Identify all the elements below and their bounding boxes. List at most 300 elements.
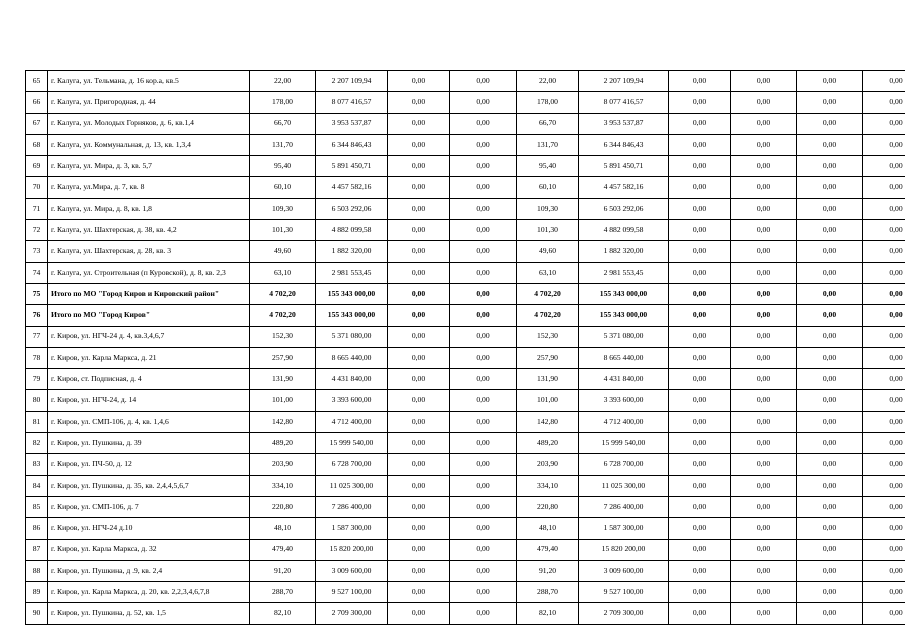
value-cell: 0,00 — [797, 433, 863, 454]
table-row — [26, 156, 905, 177]
value-cell: 0,00 — [863, 113, 905, 134]
value-cell: 0,00 — [797, 475, 863, 496]
area-cell: 101,30 — [250, 220, 316, 241]
cost-cell: 15 999 540,00 — [579, 433, 669, 454]
address-cell: г. Калуга, ул. Пригородная, д. 44 — [48, 92, 250, 113]
value-cell: 0,00 — [731, 177, 797, 198]
value-cell: 0,00 — [388, 326, 450, 347]
cost-cell: 4 431 840,00 — [316, 369, 388, 390]
value-cell: 0,00 — [797, 220, 863, 241]
value-cell: 0,00 — [388, 177, 450, 198]
area-cell: 288,70 — [517, 582, 579, 603]
address-cell: г. Калуга, ул. Шахтерская, д. 38, кв. 4,2 — [48, 220, 250, 241]
cost-cell: 7 286 400,00 — [316, 496, 388, 517]
value-cell: 0,00 — [669, 198, 731, 219]
value-cell: 0,00 — [731, 539, 797, 560]
area-cell: 49,60 — [517, 241, 579, 262]
cost-cell: 2 207 109,94 — [316, 71, 388, 92]
value-cell: 0,00 — [450, 305, 517, 326]
value-cell: 0,00 — [450, 177, 517, 198]
cost-cell: 3 393 600,00 — [316, 390, 388, 411]
value-cell: 0,00 — [863, 305, 905, 326]
cost-cell: 2 709 300,00 — [316, 603, 388, 624]
value-cell: 0,00 — [669, 603, 731, 624]
value-cell: 0,00 — [669, 241, 731, 262]
table-row — [26, 71, 905, 92]
area-cell: 82,10 — [250, 603, 316, 624]
cost-cell: 155 343 000,00 — [579, 283, 669, 304]
value-cell: 0,00 — [863, 347, 905, 368]
area-cell: 60,10 — [250, 177, 316, 198]
value-cell: 0,00 — [731, 347, 797, 368]
value-cell: 0,00 — [388, 539, 450, 560]
area-cell: 4 702,20 — [517, 305, 579, 326]
value-cell: 0,00 — [797, 411, 863, 432]
value-cell: 0,00 — [731, 113, 797, 134]
table-row — [26, 283, 905, 304]
row-number: 81 — [26, 411, 48, 432]
value-cell: 0,00 — [731, 198, 797, 219]
address-cell: г. Калуга, ул. Молодых Горняков, д. 6, кв.1,4 — [48, 113, 250, 134]
table-row — [26, 198, 905, 219]
value-cell: 0,00 — [797, 539, 863, 560]
area-cell: 489,20 — [517, 433, 579, 454]
cost-cell: 155 343 000,00 — [579, 305, 669, 326]
cost-cell: 4 882 099,58 — [579, 220, 669, 241]
table-row — [26, 496, 905, 517]
area-cell: 178,00 — [517, 92, 579, 113]
value-cell: 0,00 — [863, 603, 905, 624]
value-cell: 0,00 — [797, 113, 863, 134]
address-cell: г. Киров, ул. СМП-106, д. 4, кв. 1,4,6 — [48, 411, 250, 432]
area-cell: 257,90 — [517, 347, 579, 368]
address-cell: Итого по МО "Город Киров и Кировский район" — [48, 283, 250, 304]
row-number: 84 — [26, 475, 48, 496]
value-cell: 0,00 — [669, 326, 731, 347]
table-row — [26, 241, 905, 262]
value-cell: 0,00 — [731, 326, 797, 347]
address-cell: г. Калуга, ул. Мира, д. 3, кв. 5,7 — [48, 156, 250, 177]
value-cell: 0,00 — [388, 198, 450, 219]
cost-cell: 2 981 553,45 — [579, 262, 669, 283]
value-cell: 0,00 — [669, 283, 731, 304]
table-row — [26, 560, 905, 581]
table-row — [26, 220, 905, 241]
value-cell: 0,00 — [863, 433, 905, 454]
area-cell: 152,30 — [517, 326, 579, 347]
row-number: 74 — [26, 262, 48, 283]
value-cell: 0,00 — [731, 305, 797, 326]
cost-cell: 5 371 080,00 — [579, 326, 669, 347]
area-cell: 91,20 — [250, 560, 316, 581]
area-cell: 142,80 — [250, 411, 316, 432]
area-cell: 479,40 — [250, 539, 316, 560]
value-cell: 0,00 — [797, 369, 863, 390]
table-row — [26, 433, 905, 454]
area-cell: 334,10 — [517, 475, 579, 496]
address-cell: г. Калуга, ул. Шахтерская, д. 28, кв. 3 — [48, 241, 250, 262]
value-cell: 0,00 — [797, 198, 863, 219]
value-cell: 0,00 — [863, 71, 905, 92]
area-cell: 101,30 — [517, 220, 579, 241]
value-cell: 0,00 — [450, 539, 517, 560]
row-number: 86 — [26, 518, 48, 539]
area-cell: 48,10 — [517, 518, 579, 539]
address-cell: г. Киров, ул. Пушкина, д. 39 — [48, 433, 250, 454]
area-cell: 220,80 — [517, 496, 579, 517]
table-row — [26, 134, 905, 155]
cost-cell: 155 343 000,00 — [316, 305, 388, 326]
cost-cell: 3 009 600,00 — [316, 560, 388, 581]
value-cell: 0,00 — [797, 134, 863, 155]
cost-cell: 4 712 400,00 — [579, 411, 669, 432]
value-cell: 0,00 — [797, 518, 863, 539]
document-sheet — [25, 70, 903, 625]
address-cell: г. Калуга, ул. Мира, д. 8, кв. 1,8 — [48, 198, 250, 219]
address-cell: г. Киров, ул. НГЧ-24, д. 14 — [48, 390, 250, 411]
value-cell: 0,00 — [450, 433, 517, 454]
value-cell: 0,00 — [388, 92, 450, 113]
area-cell: 49,60 — [250, 241, 316, 262]
value-cell: 0,00 — [731, 92, 797, 113]
value-cell: 0,00 — [669, 92, 731, 113]
row-number: 65 — [26, 71, 48, 92]
table-body — [26, 71, 905, 625]
table-row — [26, 390, 905, 411]
value-cell: 0,00 — [450, 220, 517, 241]
area-cell: 60,10 — [517, 177, 579, 198]
value-cell: 0,00 — [388, 305, 450, 326]
row-number: 72 — [26, 220, 48, 241]
value-cell: 0,00 — [863, 326, 905, 347]
value-cell: 0,00 — [450, 283, 517, 304]
value-cell: 0,00 — [797, 560, 863, 581]
cost-cell: 3 393 600,00 — [579, 390, 669, 411]
value-cell: 0,00 — [669, 475, 731, 496]
value-cell: 0,00 — [731, 134, 797, 155]
value-cell: 0,00 — [669, 496, 731, 517]
value-cell: 0,00 — [450, 390, 517, 411]
value-cell: 0,00 — [388, 113, 450, 134]
value-cell: 0,00 — [731, 156, 797, 177]
value-cell: 0,00 — [669, 177, 731, 198]
value-cell: 0,00 — [731, 71, 797, 92]
address-cell: г. Киров, ул. СМП-106, д. 7 — [48, 496, 250, 517]
row-number: 87 — [26, 539, 48, 560]
value-cell: 0,00 — [731, 369, 797, 390]
row-number: 76 — [26, 305, 48, 326]
address-cell: г. Киров, ул. Пушкина, д. 35, кв. 2,4,4,5,6,7 — [48, 475, 250, 496]
area-cell: 22,00 — [517, 71, 579, 92]
cost-cell: 8 077 416,57 — [579, 92, 669, 113]
table-row — [26, 262, 905, 283]
value-cell: 0,00 — [669, 539, 731, 560]
table-row — [26, 177, 905, 198]
row-number: 66 — [26, 92, 48, 113]
row-number: 90 — [26, 603, 48, 624]
cost-cell: 11 025 300,00 — [579, 475, 669, 496]
value-cell: 0,00 — [450, 347, 517, 368]
area-cell: 131,70 — [250, 134, 316, 155]
area-cell: 63,10 — [250, 262, 316, 283]
cost-cell: 3 953 537,87 — [579, 113, 669, 134]
address-cell: г. Калуга, ул. Строительная (п Куровской), д. 8, кв. 2,3 — [48, 262, 250, 283]
row-number: 78 — [26, 347, 48, 368]
value-cell: 0,00 — [669, 347, 731, 368]
value-cell: 0,00 — [450, 92, 517, 113]
value-cell: 0,00 — [669, 518, 731, 539]
area-cell: 4 702,20 — [517, 283, 579, 304]
area-cell: 48,10 — [250, 518, 316, 539]
value-cell: 0,00 — [388, 518, 450, 539]
value-cell: 0,00 — [731, 390, 797, 411]
value-cell: 0,00 — [388, 496, 450, 517]
value-cell: 0,00 — [450, 134, 517, 155]
value-cell: 0,00 — [450, 496, 517, 517]
cost-cell: 155 343 000,00 — [316, 283, 388, 304]
address-cell: г. Киров, ул. Карла Маркса, д. 20, кв. 2,2,3,4,6,7,8 — [48, 582, 250, 603]
area-cell: 4 702,20 — [250, 305, 316, 326]
value-cell: 0,00 — [669, 369, 731, 390]
value-cell: 0,00 — [797, 262, 863, 283]
cost-cell: 15 820 200,00 — [579, 539, 669, 560]
value-cell: 0,00 — [797, 156, 863, 177]
value-cell: 0,00 — [669, 113, 731, 134]
cost-cell: 7 286 400,00 — [579, 496, 669, 517]
value-cell: 0,00 — [388, 582, 450, 603]
area-cell: 66,70 — [517, 113, 579, 134]
address-cell: г. Киров, ул. Пушкина, д .9, кв. 2,4 — [48, 560, 250, 581]
value-cell: 0,00 — [388, 454, 450, 475]
table-row — [26, 92, 905, 113]
value-cell: 0,00 — [450, 518, 517, 539]
area-cell: 334,10 — [250, 475, 316, 496]
value-cell: 0,00 — [863, 582, 905, 603]
value-cell: 0,00 — [797, 71, 863, 92]
value-cell: 0,00 — [669, 411, 731, 432]
cost-cell: 2 207 109,94 — [579, 71, 669, 92]
value-cell: 0,00 — [669, 262, 731, 283]
table-row — [26, 113, 905, 134]
area-cell: 95,40 — [250, 156, 316, 177]
table-row — [26, 518, 905, 539]
address-cell: г. Калуга, ул.Мира, д. 7, кв. 8 — [48, 177, 250, 198]
row-number: 73 — [26, 241, 48, 262]
area-cell: 95,40 — [517, 156, 579, 177]
area-cell: 257,90 — [250, 347, 316, 368]
value-cell: 0,00 — [388, 71, 450, 92]
value-cell: 0,00 — [797, 92, 863, 113]
value-cell: 0,00 — [450, 560, 517, 581]
cost-cell: 6 344 846,43 — [316, 134, 388, 155]
area-cell: 109,30 — [517, 198, 579, 219]
value-cell: 0,00 — [388, 241, 450, 262]
cost-cell: 4 457 582,16 — [316, 177, 388, 198]
cost-cell: 1 882 320,00 — [579, 241, 669, 262]
value-cell: 0,00 — [388, 347, 450, 368]
value-cell: 0,00 — [669, 433, 731, 454]
table-row — [26, 582, 905, 603]
value-cell: 0,00 — [388, 283, 450, 304]
cost-cell: 8 665 440,00 — [579, 347, 669, 368]
cost-cell: 6 344 846,43 — [579, 134, 669, 155]
table-row — [26, 539, 905, 560]
address-cell: г. Киров, ст. Подписная, д. 4 — [48, 369, 250, 390]
area-cell: 101,00 — [250, 390, 316, 411]
address-cell: г. Калуга, ул. Тельмана, д. 16 кор.а, кв.5 — [48, 71, 250, 92]
cost-cell: 4 882 099,58 — [316, 220, 388, 241]
cost-cell: 6 728 700,00 — [316, 454, 388, 475]
value-cell: 0,00 — [863, 390, 905, 411]
value-cell: 0,00 — [863, 539, 905, 560]
value-cell: 0,00 — [731, 283, 797, 304]
value-cell: 0,00 — [863, 262, 905, 283]
value-cell: 0,00 — [731, 603, 797, 624]
area-cell: 22,00 — [250, 71, 316, 92]
row-number: 69 — [26, 156, 48, 177]
value-cell: 0,00 — [797, 390, 863, 411]
value-cell: 0,00 — [797, 603, 863, 624]
value-cell: 0,00 — [388, 369, 450, 390]
cost-cell: 4 457 582,16 — [579, 177, 669, 198]
value-cell: 0,00 — [450, 582, 517, 603]
value-cell: 0,00 — [863, 496, 905, 517]
area-cell: 101,00 — [517, 390, 579, 411]
row-number: 89 — [26, 582, 48, 603]
area-cell: 152,30 — [250, 326, 316, 347]
cost-cell: 3 953 537,87 — [316, 113, 388, 134]
row-number: 68 — [26, 134, 48, 155]
table-row — [26, 347, 905, 368]
cost-cell: 11 025 300,00 — [316, 475, 388, 496]
value-cell: 0,00 — [863, 156, 905, 177]
area-cell: 288,70 — [250, 582, 316, 603]
value-cell: 0,00 — [450, 475, 517, 496]
value-cell: 0,00 — [450, 454, 517, 475]
value-cell: 0,00 — [388, 156, 450, 177]
row-number: 71 — [26, 198, 48, 219]
value-cell: 0,00 — [450, 262, 517, 283]
address-cell: г. Киров, ул. Карла Маркса, д. 21 — [48, 347, 250, 368]
cost-cell: 2 709 300,00 — [579, 603, 669, 624]
value-cell: 0,00 — [863, 220, 905, 241]
cost-cell: 6 503 292,06 — [579, 198, 669, 219]
table-row — [26, 369, 905, 390]
value-cell: 0,00 — [863, 134, 905, 155]
value-cell: 0,00 — [797, 283, 863, 304]
area-cell: 63,10 — [517, 262, 579, 283]
cost-cell: 8 665 440,00 — [316, 347, 388, 368]
area-cell: 489,20 — [250, 433, 316, 454]
value-cell: 0,00 — [450, 156, 517, 177]
row-number: 70 — [26, 177, 48, 198]
area-cell: 82,10 — [517, 603, 579, 624]
value-cell: 0,00 — [863, 283, 905, 304]
value-cell: 0,00 — [731, 454, 797, 475]
value-cell: 0,00 — [669, 156, 731, 177]
row-number: 80 — [26, 390, 48, 411]
value-cell: 0,00 — [388, 134, 450, 155]
row-number: 85 — [26, 496, 48, 517]
cost-cell: 5 891 450,71 — [579, 156, 669, 177]
value-cell: 0,00 — [731, 560, 797, 581]
row-number: 88 — [26, 560, 48, 581]
value-cell: 0,00 — [450, 369, 517, 390]
address-cell: г. Киров, ул. НГЧ-24 д.10 — [48, 518, 250, 539]
value-cell: 0,00 — [388, 433, 450, 454]
address-cell: г. Киров, ул. НГЧ-24 д. 4, кв.3,4,6,7 — [48, 326, 250, 347]
value-cell: 0,00 — [450, 241, 517, 262]
value-cell: 0,00 — [731, 518, 797, 539]
value-cell: 0,00 — [797, 582, 863, 603]
value-cell: 0,00 — [863, 92, 905, 113]
cost-cell: 9 527 100,00 — [316, 582, 388, 603]
cost-cell: 4 431 840,00 — [579, 369, 669, 390]
row-number: 79 — [26, 369, 48, 390]
value-cell: 0,00 — [731, 475, 797, 496]
area-cell: 131,90 — [517, 369, 579, 390]
value-cell: 0,00 — [863, 454, 905, 475]
value-cell: 0,00 — [731, 496, 797, 517]
value-cell: 0,00 — [450, 71, 517, 92]
address-cell: Итого по МО "Город Киров" — [48, 305, 250, 326]
value-cell: 0,00 — [863, 560, 905, 581]
value-cell: 0,00 — [731, 582, 797, 603]
cost-cell: 5 891 450,71 — [316, 156, 388, 177]
value-cell: 0,00 — [450, 113, 517, 134]
value-cell: 0,00 — [388, 603, 450, 624]
value-cell: 0,00 — [388, 475, 450, 496]
row-number: 75 — [26, 283, 48, 304]
cost-cell: 8 077 416,57 — [316, 92, 388, 113]
cost-cell: 9 527 100,00 — [579, 582, 669, 603]
value-cell: 0,00 — [669, 390, 731, 411]
cost-cell: 1 587 300,00 — [579, 518, 669, 539]
area-cell: 109,30 — [250, 198, 316, 219]
housing-table — [25, 70, 905, 625]
value-cell: 0,00 — [450, 411, 517, 432]
value-cell: 0,00 — [863, 411, 905, 432]
table-row — [26, 305, 905, 326]
value-cell: 0,00 — [797, 326, 863, 347]
cost-cell: 4 712 400,00 — [316, 411, 388, 432]
area-cell: 131,70 — [517, 134, 579, 155]
value-cell: 0,00 — [731, 220, 797, 241]
table-row — [26, 326, 905, 347]
value-cell: 0,00 — [797, 454, 863, 475]
cost-cell: 6 728 700,00 — [579, 454, 669, 475]
table-row — [26, 603, 905, 624]
value-cell: 0,00 — [669, 582, 731, 603]
cost-cell: 15 820 200,00 — [316, 539, 388, 560]
area-cell: 203,90 — [517, 454, 579, 475]
area-cell: 203,90 — [250, 454, 316, 475]
value-cell: 0,00 — [863, 177, 905, 198]
value-cell: 0,00 — [863, 518, 905, 539]
value-cell: 0,00 — [669, 134, 731, 155]
value-cell: 0,00 — [863, 475, 905, 496]
value-cell: 0,00 — [669, 560, 731, 581]
value-cell: 0,00 — [388, 390, 450, 411]
address-cell: г. Киров, ул. Пушкина, д. 52, кв. 1,5 — [48, 603, 250, 624]
value-cell: 0,00 — [797, 241, 863, 262]
value-cell: 0,00 — [863, 198, 905, 219]
area-cell: 4 702,20 — [250, 283, 316, 304]
value-cell: 0,00 — [669, 305, 731, 326]
address-cell: г. Киров, ул. ПЧ-50, д. 12 — [48, 454, 250, 475]
area-cell: 91,20 — [517, 560, 579, 581]
area-cell: 142,80 — [517, 411, 579, 432]
